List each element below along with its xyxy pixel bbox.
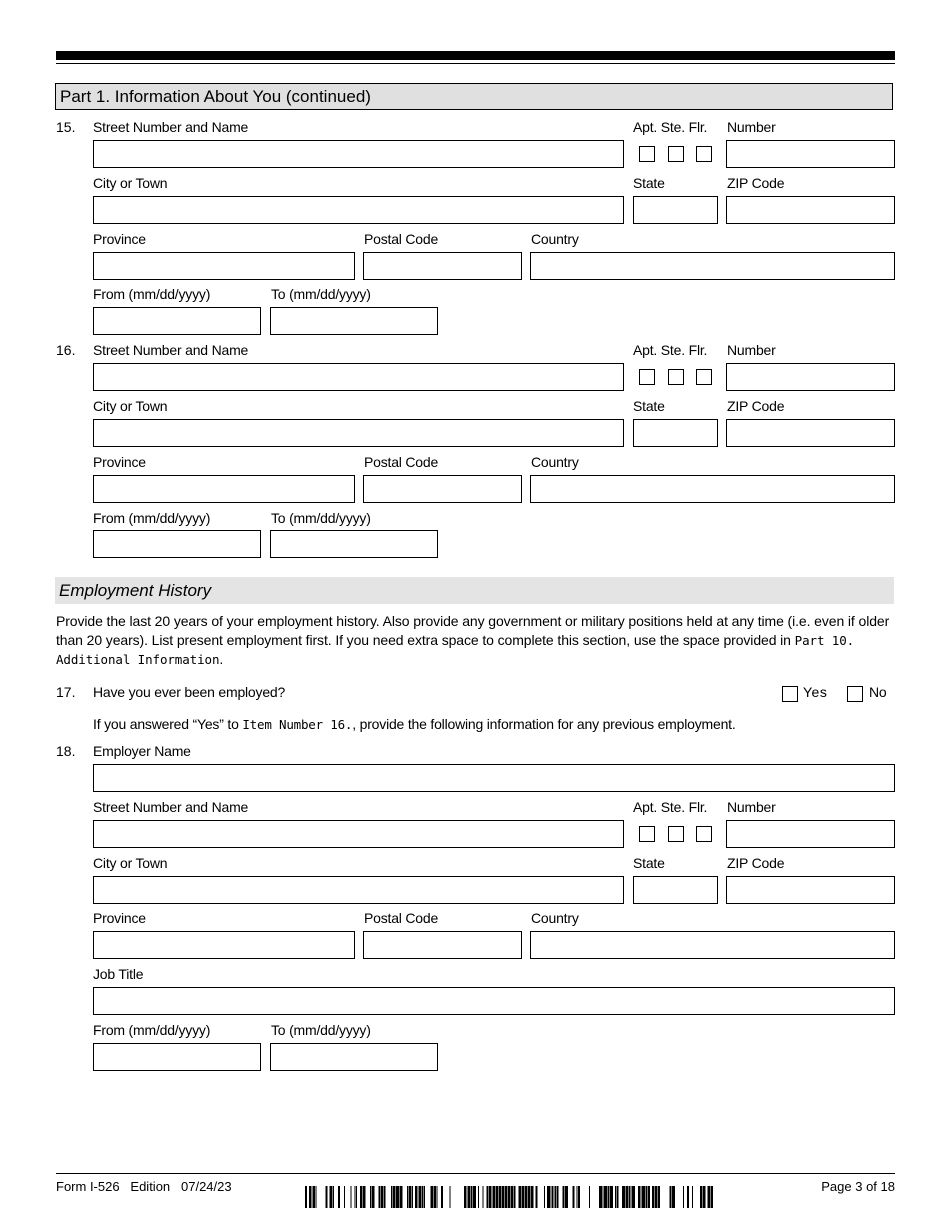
item-15-city-input[interactable] bbox=[93, 196, 624, 224]
item-16-number-input[interactable] bbox=[726, 363, 895, 391]
item-15-from-input[interactable] bbox=[93, 307, 261, 335]
item-16-state-select[interactable] bbox=[633, 419, 718, 447]
postal-label: Postal Code bbox=[364, 454, 439, 470]
item-18-job-title-input[interactable] bbox=[93, 987, 895, 1015]
item-15-apt-checkbox[interactable] bbox=[639, 146, 655, 162]
item-18-ste-checkbox[interactable] bbox=[668, 826, 684, 842]
item-17-yes-label: Yes bbox=[803, 684, 828, 700]
item-18-province-input[interactable] bbox=[93, 931, 355, 959]
item-15-postal-input[interactable] bbox=[363, 252, 522, 280]
number-label: Number bbox=[727, 342, 776, 358]
item-15-street-input[interactable] bbox=[93, 140, 624, 168]
street-label: Street Number and Name bbox=[93, 342, 249, 358]
province-label: Province bbox=[93, 231, 146, 247]
item-17-number: 17. bbox=[56, 684, 76, 700]
item-16-street-input[interactable] bbox=[93, 363, 624, 391]
followup-text-2: , provide the following information for any previous employment. bbox=[352, 716, 736, 732]
province-label: Province bbox=[93, 910, 146, 926]
item-16-country-input[interactable] bbox=[530, 475, 895, 503]
form-edition: Form I-526 Edition 07/24/23 bbox=[56, 1179, 232, 1194]
from-label: From (mm/dd/yyyy) bbox=[93, 1022, 211, 1038]
footer-rule bbox=[56, 1173, 895, 1174]
item-17-question: Have you ever been employed? bbox=[93, 684, 286, 700]
item-15-state-select[interactable] bbox=[633, 196, 718, 224]
barcode-icon bbox=[305, 1186, 713, 1208]
item-17-no-checkbox[interactable] bbox=[847, 686, 863, 702]
city-label: City or Town bbox=[93, 175, 168, 191]
state-label: State bbox=[633, 398, 665, 414]
item-16-apt-checkbox[interactable] bbox=[639, 369, 655, 385]
to-label: To (mm/dd/yyyy) bbox=[271, 1022, 371, 1038]
item-16-province-input[interactable] bbox=[93, 475, 355, 503]
to-label: To (mm/dd/yyyy) bbox=[271, 510, 371, 526]
instructions-part-ref: Part 10. Additional Information bbox=[56, 633, 855, 667]
from-label: From (mm/dd/yyyy) bbox=[93, 286, 211, 302]
zip-label: ZIP Code bbox=[727, 855, 785, 871]
item-16-number: 16. bbox=[56, 342, 76, 358]
item-17-yes-checkbox[interactable] bbox=[782, 686, 798, 702]
to-label: To (mm/dd/yyyy) bbox=[271, 286, 371, 302]
followup-text-1: If you answered “Yes” to bbox=[93, 716, 239, 732]
item-18-apt-checkbox[interactable] bbox=[639, 826, 655, 842]
instructions-text: Provide the last 20 years of your employment history. Also provide any government or military positions held at any time (i.e. even if older than 20 years). List present employment first. If you need extra space to complete this section, use the space provided in bbox=[56, 613, 890, 648]
item-18-number: 18. bbox=[56, 743, 76, 759]
from-label: From (mm/dd/yyyy) bbox=[93, 510, 211, 526]
employment-instructions bbox=[56, 612, 898, 669]
item-15-to-input[interactable] bbox=[270, 307, 438, 335]
item-18-city-input[interactable] bbox=[93, 876, 624, 904]
postal-label: Postal Code bbox=[364, 910, 439, 926]
item-18-number-input[interactable] bbox=[726, 820, 895, 848]
item-15-number-input[interactable] bbox=[726, 140, 895, 168]
top-thin-rule bbox=[56, 63, 895, 64]
item-17-followup bbox=[93, 716, 736, 733]
country-label: Country bbox=[531, 231, 579, 247]
item-16-to-input[interactable] bbox=[270, 530, 438, 558]
part-1-header: Part 1. Information About You (continued) bbox=[55, 83, 893, 110]
item-15-province-input[interactable] bbox=[93, 252, 355, 280]
item-16-flr-checkbox[interactable] bbox=[696, 369, 712, 385]
apt-label: Apt. Ste. Flr. bbox=[633, 799, 708, 815]
item-16-zip-input[interactable] bbox=[726, 419, 895, 447]
item-17-no-label: No bbox=[869, 684, 887, 700]
city-label: City or Town bbox=[93, 855, 168, 871]
item-16-ste-checkbox[interactable] bbox=[668, 369, 684, 385]
item-18-employer-input[interactable] bbox=[93, 764, 895, 792]
item-15-flr-checkbox[interactable] bbox=[696, 146, 712, 162]
followup-item-ref: Item Number 16. bbox=[242, 717, 353, 732]
item-15-country-input[interactable] bbox=[530, 252, 895, 280]
item-18-state-select[interactable] bbox=[633, 876, 718, 904]
item-18-from-input[interactable] bbox=[93, 1043, 261, 1071]
state-label: State bbox=[633, 175, 665, 191]
page-number: Page 3 of 18 bbox=[821, 1179, 895, 1194]
number-label: Number bbox=[727, 119, 776, 135]
instructions-end: . bbox=[219, 651, 224, 667]
country-label: Country bbox=[531, 454, 579, 470]
city-label: City or Town bbox=[93, 398, 168, 414]
item-15-number: 15. bbox=[56, 119, 76, 135]
item-18-zip-input[interactable] bbox=[726, 876, 895, 904]
employer-label: Employer Name bbox=[93, 743, 191, 759]
item-18-flr-checkbox[interactable] bbox=[696, 826, 712, 842]
street-label: Street Number and Name bbox=[93, 119, 249, 135]
item-18-to-input[interactable] bbox=[270, 1043, 438, 1071]
item-16-postal-input[interactable] bbox=[363, 475, 522, 503]
item-16-city-input[interactable] bbox=[93, 419, 624, 447]
country-label: Country bbox=[531, 910, 579, 926]
street-label: Street Number and Name bbox=[93, 799, 249, 815]
item-18-postal-input[interactable] bbox=[363, 931, 522, 959]
province-label: Province bbox=[93, 454, 146, 470]
number-label: Number bbox=[727, 799, 776, 815]
employment-history-header: Employment History bbox=[55, 577, 894, 604]
zip-label: ZIP Code bbox=[727, 175, 785, 191]
state-label: State bbox=[633, 855, 665, 871]
item-16-from-input[interactable] bbox=[93, 530, 261, 558]
apt-label: Apt. Ste. Flr. bbox=[633, 119, 708, 135]
item-18-street-input[interactable] bbox=[93, 820, 624, 848]
apt-label: Apt. Ste. Flr. bbox=[633, 342, 708, 358]
postal-label: Postal Code bbox=[364, 231, 439, 247]
top-thick-rule bbox=[56, 51, 895, 60]
job-title-label: Job Title bbox=[93, 966, 144, 982]
item-18-country-input[interactable] bbox=[530, 931, 895, 959]
item-15-ste-checkbox[interactable] bbox=[668, 146, 684, 162]
item-15-zip-input[interactable] bbox=[726, 196, 895, 224]
zip-label: ZIP Code bbox=[727, 398, 785, 414]
